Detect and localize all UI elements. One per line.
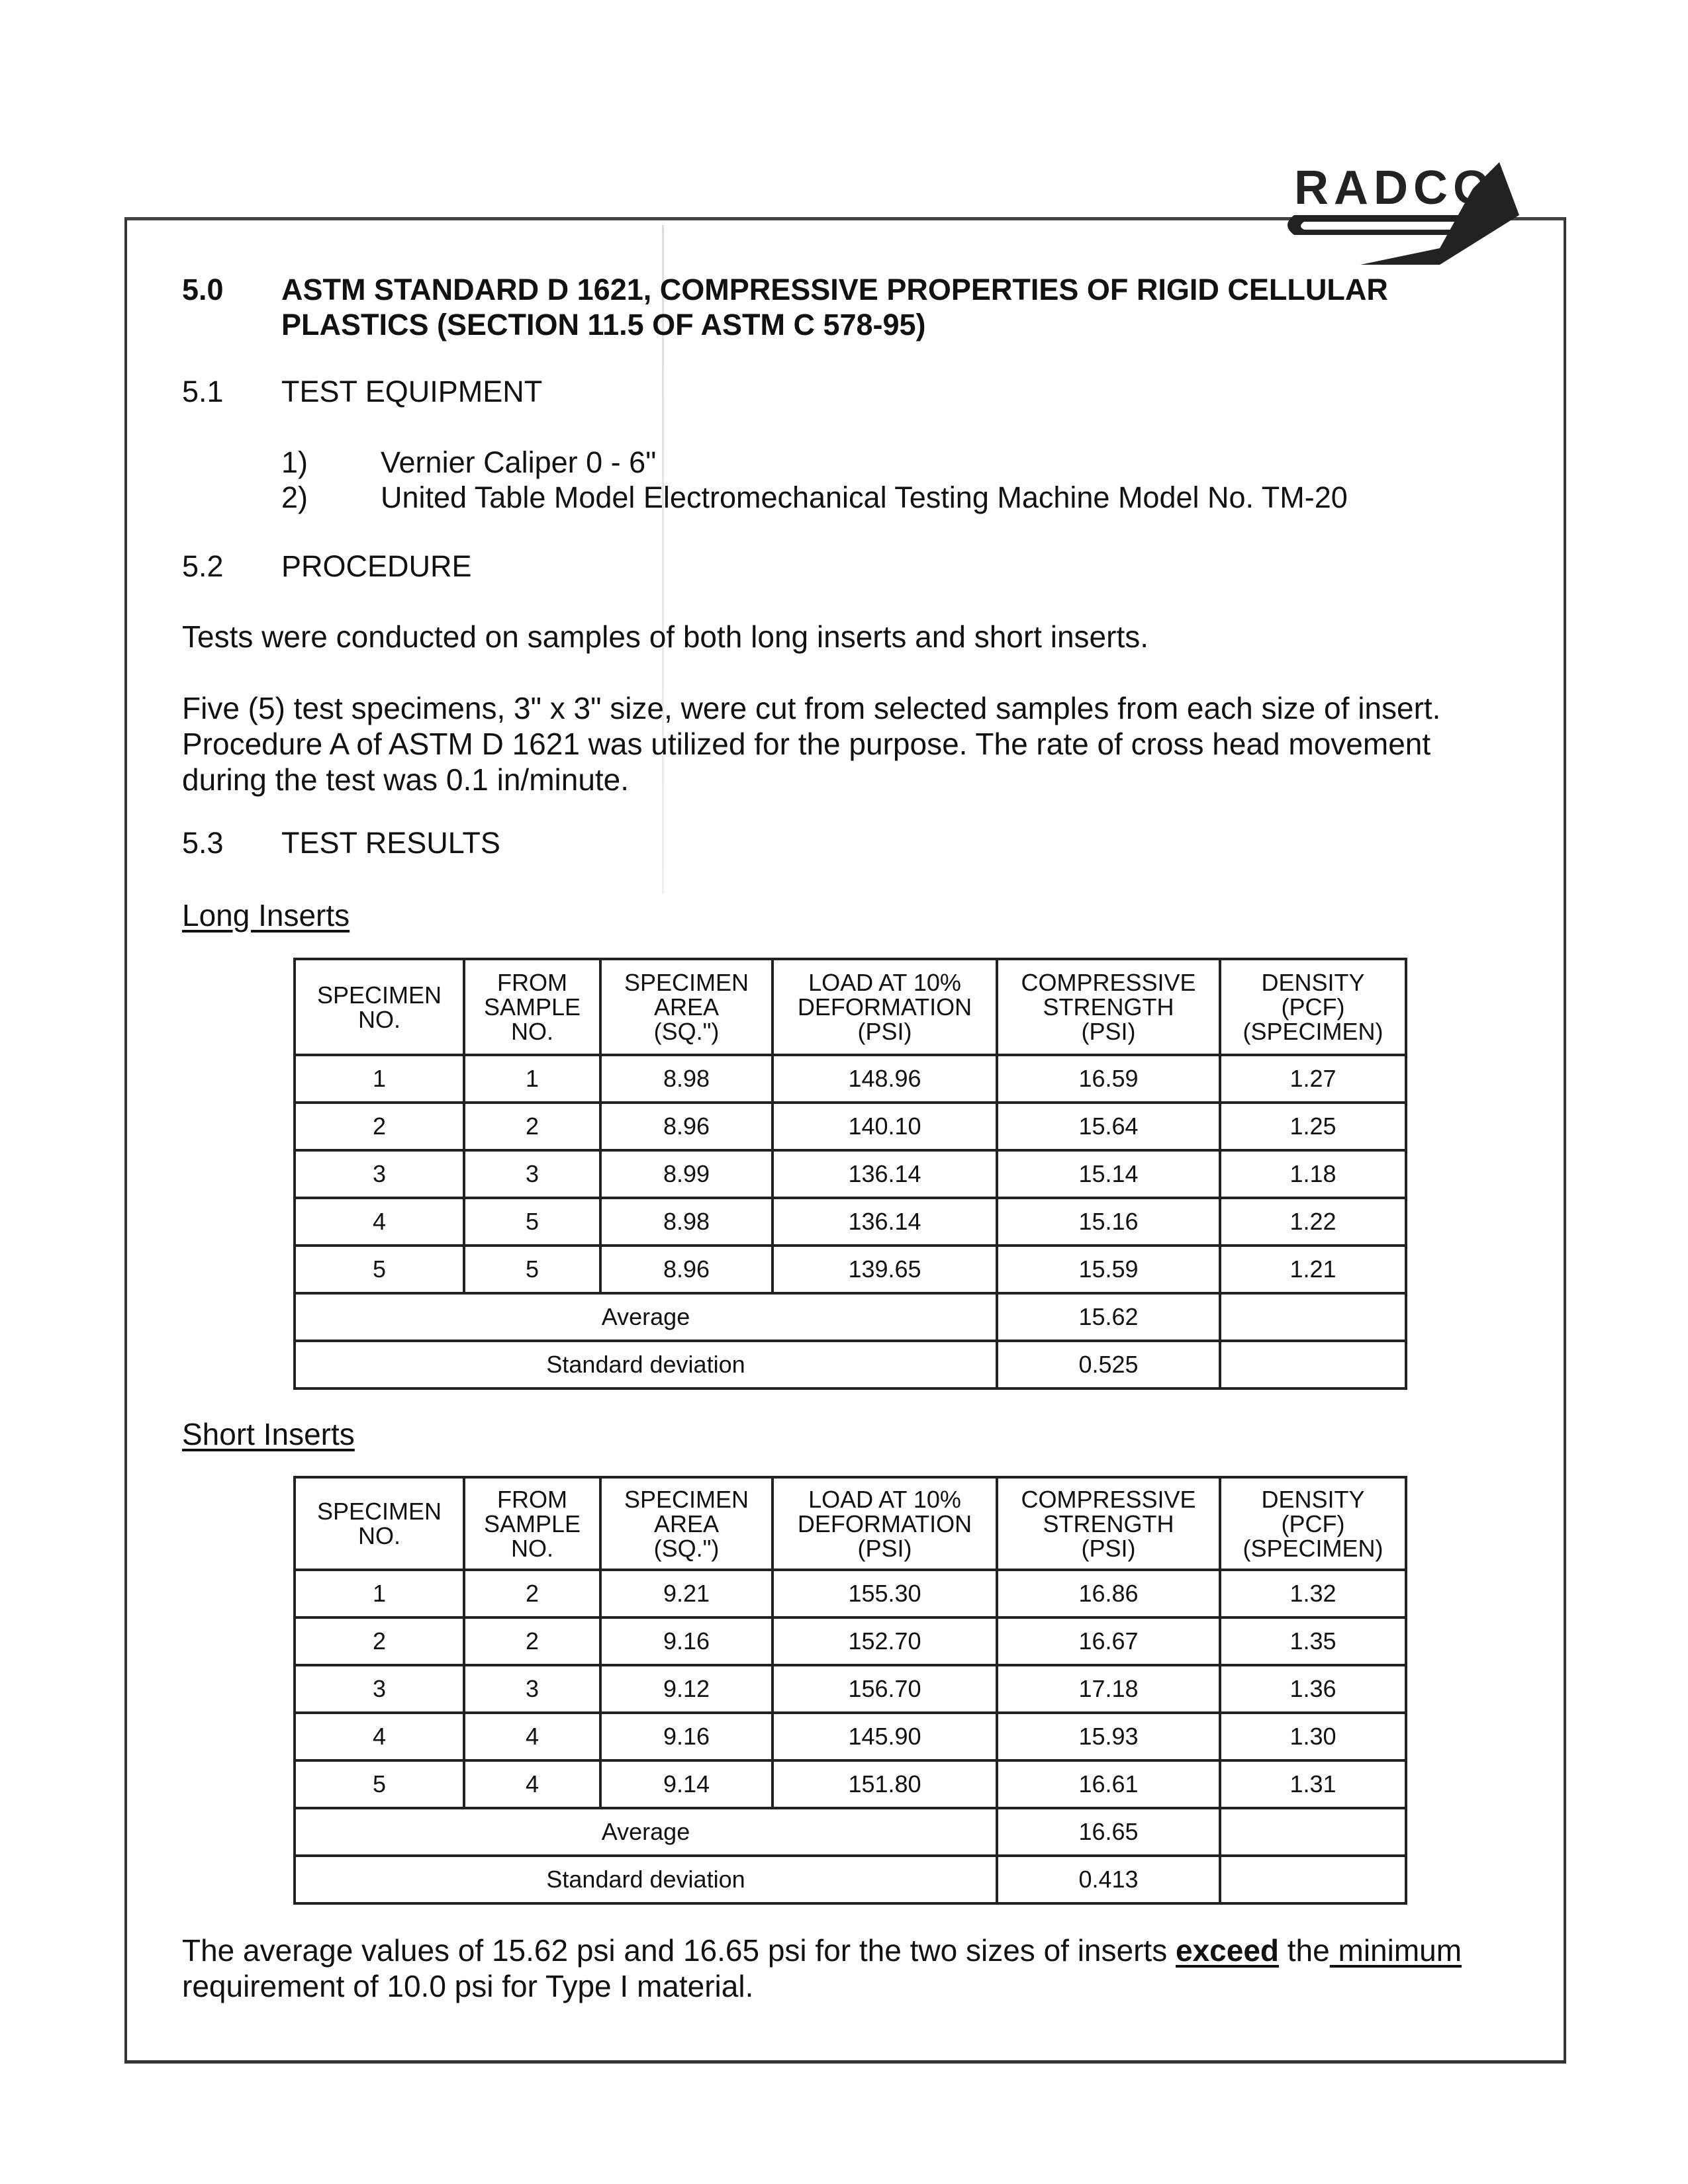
cell-load: 151.80 (773, 1760, 997, 1808)
radco-logo (1274, 149, 1539, 275)
header-specimen-no: SPECIMEN NO. (295, 1477, 464, 1570)
cell-from-sample: 4 (464, 1760, 600, 1808)
section-5-1-number: 5.1 (182, 375, 224, 408)
conclusion-text-the: the (1279, 1933, 1330, 1968)
average-label: Average (295, 1293, 997, 1341)
cell-load: 145.90 (773, 1713, 997, 1760)
table-row (295, 1665, 1406, 1713)
procedure-paragraph-2-line-2: Procedure A of ASTM D 1621 was utilized for the purpose. The rate of cross head movement (182, 727, 1431, 761)
stdev-value: 0.525 (997, 1341, 1220, 1388)
header-load-deformation: LOAD AT 10% DEFORMATION (PSI) (773, 959, 997, 1055)
cell-area: 9.12 (600, 1665, 773, 1713)
cell-strength: 15.64 (997, 1103, 1220, 1150)
cell-density: 1.36 (1220, 1665, 1406, 1713)
cell-area: 9.21 (600, 1570, 773, 1617)
cell-area: 9.14 (600, 1760, 773, 1808)
cell-density: 1.18 (1220, 1150, 1406, 1198)
table-row (295, 1713, 1406, 1760)
section-5-1-title: TEST EQUIPMENT (281, 375, 543, 408)
table-row (295, 1570, 1406, 1617)
cell-from-sample: 2 (464, 1617, 600, 1665)
conclusion-text-a: The average values of 15.62 psi and 16.65 psi for the two sizes of inserts (182, 1933, 1176, 1968)
cell-from-sample: 5 (464, 1246, 600, 1293)
section-5-3-number: 5.3 (182, 826, 224, 860)
stdev-value: 0.413 (997, 1856, 1220, 1903)
table-row (295, 1103, 1406, 1150)
conclusion-minimum: minimum (1329, 1933, 1462, 1968)
equipment-item-1-number: 1) (281, 445, 308, 479)
cell-from-sample: 3 (464, 1665, 600, 1713)
logo-text: RADCO (1294, 161, 1495, 214)
conclusion-paragraph (182, 1933, 1462, 2004)
cell-specimen-no: 1 (295, 1570, 464, 1617)
header-compressive-strength: COMPRESSIVE STRENGTH (PSI) (997, 1477, 1220, 1570)
cell-strength: 16.86 (997, 1570, 1220, 1617)
header-specimen-area: SPECIMEN AREA (SQ.") (600, 1477, 773, 1570)
cell-specimen-no: 4 (295, 1713, 464, 1760)
section-5-0-title-line2: PLASTICS (SECTION 11.5 OF ASTM C 578-95) (281, 308, 926, 341)
stdev-row (295, 1341, 1406, 1388)
cell-strength: 15.59 (997, 1246, 1220, 1293)
cell-density: 1.22 (1220, 1198, 1406, 1246)
procedure-paragraph-1: Tests were conducted on samples of both long inserts and short inserts. (182, 619, 1149, 654)
stdev-empty-cell (1220, 1856, 1406, 1903)
header-from-sample-no: FROM SAMPLE NO. (464, 959, 600, 1055)
cell-load: 139.65 (773, 1246, 997, 1293)
cell-specimen-no: 5 (295, 1246, 464, 1293)
table-row (295, 1617, 1406, 1665)
table-header-row (295, 959, 1406, 1055)
average-row (295, 1293, 1406, 1341)
average-empty-cell (1220, 1293, 1406, 1341)
cell-area: 8.99 (600, 1150, 773, 1198)
average-row (295, 1808, 1406, 1856)
cell-from-sample: 4 (464, 1713, 600, 1760)
cell-load: 148.96 (773, 1055, 997, 1103)
header-from-sample-no: FROM SAMPLE NO. (464, 1477, 600, 1570)
cell-load: 136.14 (773, 1150, 997, 1198)
procedure-paragraph-2 (182, 690, 1440, 797)
cell-load: 152.70 (773, 1617, 997, 1665)
cell-area: 9.16 (600, 1713, 773, 1760)
cell-area: 8.98 (600, 1198, 773, 1246)
header-compressive-strength: COMPRESSIVE STRENGTH (PSI) (997, 959, 1220, 1055)
long-inserts-table (293, 958, 1407, 1390)
average-empty-cell (1220, 1808, 1406, 1856)
conclusion-exceed: exceed (1175, 1933, 1279, 1968)
cell-area: 8.96 (600, 1103, 773, 1150)
table-row (295, 1760, 1406, 1808)
procedure-paragraph-2-line-1: Five (5) test specimens, 3" x 3" size, were cut from selected samples from each size of insert. (182, 691, 1441, 725)
cell-specimen-no: 3 (295, 1150, 464, 1198)
cell-load: 140.10 (773, 1103, 997, 1150)
header-load-deformation: LOAD AT 10% DEFORMATION (PSI) (773, 1477, 997, 1570)
table-row (295, 1246, 1406, 1293)
table-row (295, 1150, 1406, 1198)
cell-area: 8.98 (600, 1055, 773, 1103)
cell-strength: 17.18 (997, 1665, 1220, 1713)
stdev-row (295, 1856, 1406, 1903)
header-specimen-area: SPECIMEN AREA (SQ.") (600, 959, 773, 1055)
cell-from-sample: 3 (464, 1150, 600, 1198)
cell-strength: 16.59 (997, 1055, 1220, 1103)
cell-strength: 15.14 (997, 1150, 1220, 1198)
cell-density: 1.35 (1220, 1617, 1406, 1665)
cell-density: 1.31 (1220, 1760, 1406, 1808)
section-5-2-number: 5.2 (182, 549, 224, 583)
cell-strength: 16.67 (997, 1617, 1220, 1665)
cell-from-sample: 5 (464, 1198, 600, 1246)
cell-specimen-no: 2 (295, 1617, 464, 1665)
section-5-0-title-line1: ASTM STANDARD D 1621, COMPRESSIVE PROPERTIES OF RIGID CELLULAR (281, 273, 1388, 306)
long-inserts-heading: Long Inserts (182, 898, 350, 933)
cell-load: 136.14 (773, 1198, 997, 1246)
table-header-row (295, 1477, 1406, 1570)
cell-specimen-no: 2 (295, 1103, 464, 1150)
table-row (295, 1198, 1406, 1246)
conclusion-line-2: requirement of 10.0 psi for Type I material. (182, 1969, 754, 2003)
average-label: Average (295, 1808, 997, 1856)
equipment-item-2-text: United Table Model Electromechanical Testing Machine Model No. TM-20 (381, 480, 1348, 514)
section-5-2-title: PROCEDURE (281, 549, 472, 583)
cell-specimen-no: 1 (295, 1055, 464, 1103)
cell-load: 155.30 (773, 1570, 997, 1617)
average-value: 15.62 (997, 1293, 1220, 1341)
cell-area: 9.16 (600, 1617, 773, 1665)
stdev-label: Standard deviation (295, 1856, 997, 1903)
cell-area: 8.96 (600, 1246, 773, 1293)
cell-from-sample: 1 (464, 1055, 600, 1103)
table-row (295, 1055, 1406, 1103)
cell-density: 1.27 (1220, 1055, 1406, 1103)
cell-strength: 15.16 (997, 1198, 1220, 1246)
cell-density: 1.21 (1220, 1246, 1406, 1293)
cell-from-sample: 2 (464, 1570, 600, 1617)
cell-load: 156.70 (773, 1665, 997, 1713)
cell-specimen-no: 4 (295, 1198, 464, 1246)
cell-density: 1.32 (1220, 1570, 1406, 1617)
short-inserts-table (293, 1476, 1407, 1905)
cell-density: 1.25 (1220, 1103, 1406, 1150)
header-specimen-no: SPECIMEN NO. (295, 959, 464, 1055)
section-5-0-number: 5.0 (182, 273, 224, 306)
average-value: 16.65 (997, 1808, 1220, 1856)
cell-from-sample: 2 (464, 1103, 600, 1150)
header-density: DENSITY (PCF) (SPECIMEN) (1220, 1477, 1406, 1570)
cell-strength: 16.61 (997, 1760, 1220, 1808)
equipment-item-2-number: 2) (281, 480, 308, 514)
short-inserts-heading: Short Inserts (182, 1417, 355, 1451)
cell-strength: 15.93 (997, 1713, 1220, 1760)
equipment-item-1-text: Vernier Caliper 0 - 6" (381, 445, 657, 479)
header-density: DENSITY (PCF) (SPECIMEN) (1220, 959, 1406, 1055)
cell-density: 1.30 (1220, 1713, 1406, 1760)
cell-specimen-no: 5 (295, 1760, 464, 1808)
procedure-paragraph-2-line-3: during the test was 0.1 in/minute. (182, 762, 630, 797)
stdev-label: Standard deviation (295, 1341, 997, 1388)
cell-specimen-no: 3 (295, 1665, 464, 1713)
conclusion-line-1 (182, 1933, 1462, 1968)
stdev-empty-cell (1220, 1341, 1406, 1388)
section-5-3-title: TEST RESULTS (281, 826, 500, 860)
